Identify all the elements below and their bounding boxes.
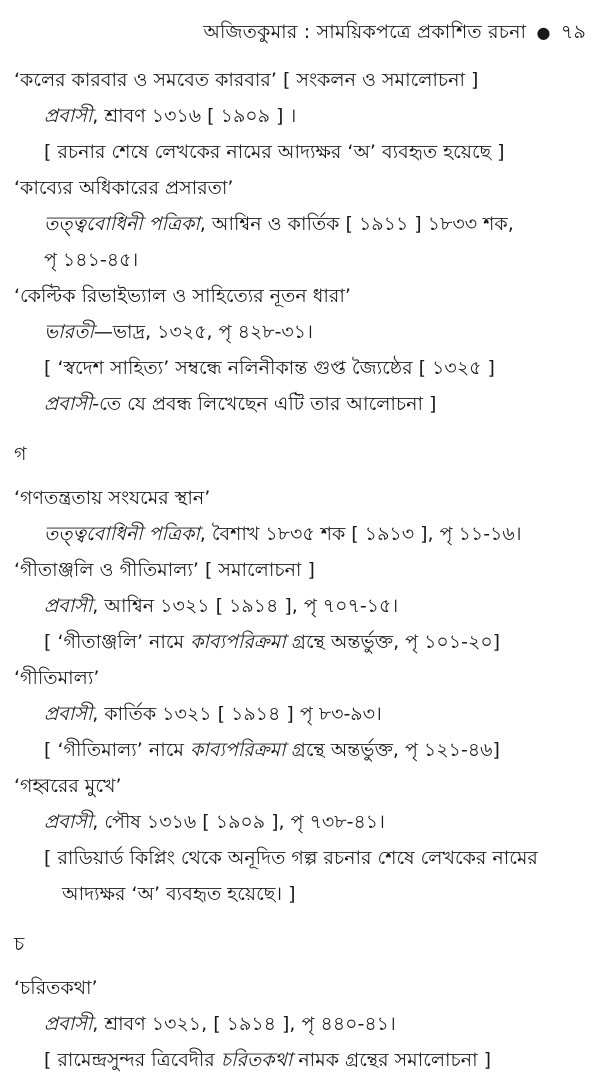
- entry-title: ‘কেল্টিক রিভাইভ্যাল ও সাহিত্যের নূতন ধারা’: [14, 285, 351, 307]
- note-text: গ্রন্থে অন্তর্ভুক্ত, পৃ ১২১-৪৬]: [285, 739, 500, 761]
- publication-line: [14, 314, 590, 350]
- entry: [14, 970, 590, 1078]
- bullet-icon: ●: [536, 23, 551, 42]
- book-title: কাব্যপরিক্রমা: [190, 631, 286, 653]
- publication-details: , শ্রাবণ ১৩১৬ [ ১৯০৯ ] ।: [92, 105, 297, 127]
- editorial-note: [ রাডিয়ার্ড কিপ্লিং থেকে অনূদিত গল্প রচনার শেষে লেখকের নামের: [44, 847, 538, 869]
- publication-line: [14, 1006, 590, 1042]
- journal-name: তত্ত্ববোধিনী পত্রিকা: [44, 213, 200, 235]
- publication-details: , পৌষ ১৩১৬ [ ১৯০৯ ], পৃ ৭৩৮-৪১।: [92, 811, 385, 833]
- entry: [14, 62, 590, 170]
- page-number: ৭৯: [560, 21, 586, 43]
- note-text: [ ‘গীতিমাল্য’ নামে: [44, 739, 190, 761]
- page-content: [14, 62, 590, 1078]
- section-letter-ca: চ: [14, 933, 25, 955]
- entry-title: ‘গহ্বরের মুখে’: [14, 775, 122, 797]
- journal-name: তত্ত্ববোধিনী পত্রিকা: [44, 523, 200, 545]
- note-text: -তে যে প্রবন্ধ লিখেছেন এটি তার আলোচনা ]: [92, 393, 437, 415]
- entry-title: ‘কাব্যের অধিকারের প্রসারতা’: [14, 177, 234, 199]
- entry-title: ‘গণতন্ত্রতায় সংযমের স্থান’: [14, 487, 211, 509]
- book-title: চরিতকথা: [220, 1049, 293, 1071]
- publication-line: [14, 696, 590, 732]
- entry: [14, 552, 590, 660]
- publication-details: , আশ্বিন ১৩২১ [ ১৯১৪ ], পৃ ৭০৭-১৫।: [92, 595, 399, 617]
- journal-name: প্রবাসী: [44, 595, 93, 617]
- entry-title: ‘কলের কারবার ও সমবেত কারবার’ [ সংকলন ও সমালোচনা ]: [14, 69, 479, 91]
- editorial-note: [ রচনার শেষে লেখকের নামের আদ্যক্ষর ‘অ’ ব্যবহৃত হয়েছে ]: [44, 141, 505, 163]
- editorial-note: [14, 1042, 590, 1078]
- publication-line: [14, 98, 590, 134]
- journal-name: প্রবাসী: [44, 703, 93, 725]
- editorial-note-continued: আদ্যক্ষর ‘অ’ ব্যবহৃত হয়েছে। ]: [62, 883, 296, 905]
- note-text: নামক গ্রন্থের সমালোচনা ]: [292, 1049, 492, 1071]
- editorial-note: [14, 732, 590, 768]
- publication-line: [14, 516, 590, 552]
- note-text: গ্রন্থে অন্তর্ভুক্ত, পৃ ১০১-২০]: [285, 631, 501, 653]
- entry: [14, 170, 590, 278]
- publication-line: [14, 206, 590, 242]
- header-separator: :: [303, 21, 311, 43]
- publication-details: , শ্রাবণ ১৩২১, [ ১৯১৪ ], পৃ ৪৪০-৪১।: [92, 1013, 396, 1035]
- entry: [14, 768, 590, 912]
- header-title: সাময়িকপত্রে প্রকাশিত রচনা: [316, 21, 527, 43]
- publication-details: —ভাদ্র, ১৩২৫, পৃ ৪২৮-৩১।: [93, 321, 313, 343]
- header-author: অজিতকুমার: [203, 21, 298, 43]
- entry-title: ‘গীতিমাল্য’: [14, 667, 100, 689]
- book-title: কাব্যপরিক্রমা: [189, 739, 286, 761]
- publication-line-continued: পৃ ১৪১-৪৫।: [44, 249, 139, 271]
- entry-title: ‘চরিতকথা’: [14, 977, 98, 999]
- journal-name: প্রবাসী: [44, 811, 93, 833]
- publication-details: , বৈশাখ ১৮৩৫ শক [ ১৯১৩ ], পৃ ১১-১৬।: [199, 523, 522, 545]
- journal-name: ভারতী: [44, 321, 94, 343]
- entry: [14, 278, 590, 422]
- journal-name: প্রবাসী: [44, 393, 93, 415]
- entry-title: ‘গীতাঞ্জলি ও গীতিমাল্য’ [ সমালোচনা ]: [14, 559, 315, 581]
- editorial-note: [14, 624, 590, 660]
- journal-name: প্রবাসী: [44, 105, 93, 127]
- publication-details: , আশ্বিন ও কার্তিক [ ১৯১১ ] ১৮৩৩ শক,: [199, 213, 514, 235]
- section-letter-ga: গ: [14, 443, 27, 465]
- running-head: [203, 18, 586, 50]
- note-text: [ ‘গীতাঞ্জলি’ নামে: [44, 631, 191, 653]
- journal-name: প্রবাসী: [44, 1013, 93, 1035]
- publication-line: [14, 804, 590, 840]
- publication-details: , কার্তিক ১৩২১ [ ১৯১৪ ] পৃ ৮৩-৯৩।: [92, 703, 382, 725]
- editorial-note: [ ‘স্বদেশ সাহিত্য’ সম্বন্ধে নলিনীকান্ত গুপ্ত জ্যৈষ্ঠের [ ১৩২৫ ]: [44, 357, 495, 379]
- editorial-note-continued: [14, 386, 590, 422]
- publication-line: [14, 588, 590, 624]
- entry: [14, 660, 590, 768]
- entry: [14, 480, 590, 552]
- note-text: [ রামেন্দ্রসুন্দর ত্রিবেদীর: [44, 1049, 221, 1071]
